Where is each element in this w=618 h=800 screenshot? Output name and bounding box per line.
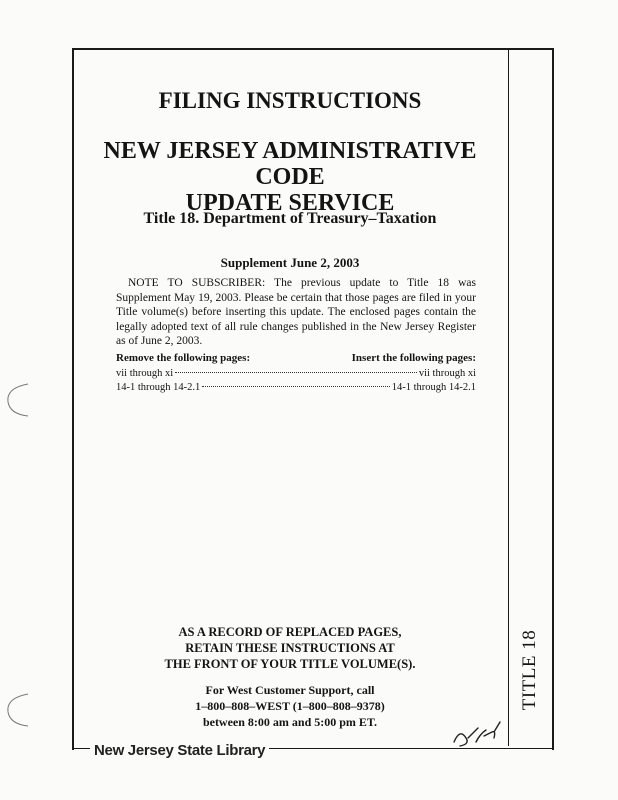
customer-support	[72, 682, 508, 730]
punch-hole-mark	[2, 380, 32, 420]
tab-divider-line	[508, 50, 509, 746]
supplement-date: Supplement June 2, 2003	[220, 255, 360, 270]
support-hours: between 8:00 am and 5:00 pm ET.	[202, 715, 378, 729]
service-title-line2: UPDATE SERVICE	[185, 190, 395, 216]
library-stamp: New Jersey State Library	[90, 742, 269, 759]
subscriber-note	[116, 276, 476, 349]
record-instruction	[72, 624, 508, 672]
insert-pages: 14-1 through 14-2.1	[391, 382, 476, 393]
punch-hole-mark	[2, 690, 32, 730]
service-title	[72, 138, 508, 216]
table-row	[116, 382, 476, 393]
insert-header: Insert the following pages:	[351, 352, 476, 364]
leader-dots	[202, 386, 389, 387]
remove-header: Remove the following pages:	[116, 352, 251, 364]
table-row	[116, 368, 476, 379]
pages-table-header	[116, 352, 476, 364]
remove-pages: 14-1 through 14-2.1	[116, 382, 201, 393]
service-title-line1: NEW JERSEY ADMINISTRATIVE CODE	[103, 138, 477, 190]
subscriber-note-text: NOTE TO SUBSCRIBER: The previous update to Title 18 was Supplement May 19, 2003. Please be certain that those pages are filed in your Title volume(s) before inserting this update. The enclosed pages contain the legally adopted text of all rule changes published in the New Jersey Register as of June 2, 2003.	[116, 277, 476, 347]
handwritten-initials	[448, 712, 508, 752]
remove-pages: vii through xi	[116, 368, 174, 379]
record-line3: THE FRONT OF YOUR TITLE VOLUME(S).	[164, 657, 416, 671]
page-title: FILING INSTRUCTIONS	[158, 88, 422, 113]
leader-dots	[175, 372, 417, 373]
insert-pages: vii through xi	[418, 368, 476, 379]
record-line1: AS A RECORD OF REPLACED PAGES,	[178, 625, 402, 639]
record-line2: RETAIN THESE INSTRUCTIONS AT	[185, 641, 395, 655]
support-phone: 1–800–808–WEST (1–800–808–9378)	[195, 699, 385, 713]
subtitle: Title 18. Department of Treasury–Taxation	[143, 210, 437, 227]
title-tab-label: TITLE 18	[519, 629, 540, 711]
support-line1: For West Customer Support, call	[205, 683, 375, 697]
